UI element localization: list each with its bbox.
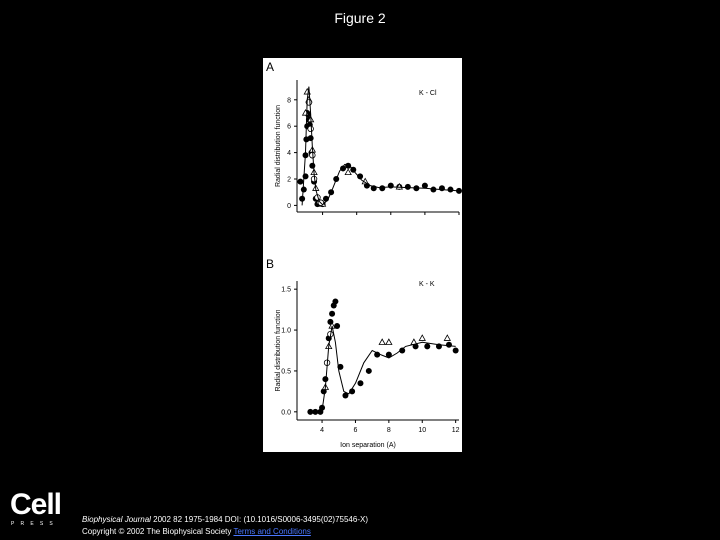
panel-annotation: K - Cl	[419, 90, 437, 97]
citation-details: 2002 82 1975-1984 DOI: (10.1016/S0006-3495(02)75546-X)	[150, 515, 368, 524]
y-tick-label: 8	[287, 97, 291, 105]
data-point-filled	[379, 185, 385, 191]
terms-and-conditions-link[interactable]: Terms and Conditions	[233, 527, 311, 536]
y-tick-label: 4	[287, 150, 291, 158]
logo-word: Cell	[10, 488, 62, 521]
data-point-filled	[332, 298, 338, 304]
data-point-filled	[357, 380, 363, 386]
data-point-open	[308, 126, 314, 132]
chart-panel-a	[266, 60, 462, 215]
y-tick-label: 0	[287, 202, 291, 210]
simulation-curve	[314, 326, 456, 412]
data-point-filled	[366, 368, 372, 374]
logo-subtext: PRESS	[11, 521, 59, 527]
y-tick-label: 0.5	[281, 368, 291, 376]
data-point-filled	[329, 311, 335, 317]
data-point-triangle	[345, 169, 351, 174]
data-point-filled	[308, 135, 314, 141]
data-point-filled	[453, 348, 459, 354]
y-tick-label: 0.0	[281, 409, 291, 417]
data-point-triangle	[386, 339, 392, 344]
data-point-filled	[388, 183, 394, 189]
data-point-triangle	[419, 335, 425, 340]
copyright-text: Copyright © 2002 The Biophysical Society	[82, 527, 234, 536]
journal-name: Biophysical Journal	[82, 515, 151, 524]
x-tick-label: 4	[320, 427, 325, 434]
figure-panel	[263, 58, 462, 452]
data-point-triangle	[379, 339, 385, 344]
data-point-filled	[309, 163, 315, 169]
data-point-triangle	[444, 335, 450, 340]
y-tick-label: 6	[287, 123, 291, 131]
data-point-filled	[446, 342, 452, 348]
y-tick-label: 2	[287, 176, 291, 184]
panel-annotation: K - K	[419, 281, 435, 288]
figure-svg	[263, 58, 462, 452]
data-point-filled	[439, 185, 445, 191]
panel-label: A	[266, 60, 275, 74]
figure-title: Figure 2	[334, 10, 386, 26]
y-tick-label: 1.5	[281, 286, 291, 294]
x-tick-label: 10	[418, 427, 427, 434]
data-point-filled	[301, 187, 307, 193]
y-axis-label: Radial distribution function	[275, 309, 282, 392]
y-tick-label: 1.0	[281, 327, 291, 335]
copyright-line	[82, 527, 311, 537]
x-tick-label: 12	[451, 427, 460, 434]
data-point-filled	[297, 179, 303, 185]
x-tick-label: 6	[353, 427, 358, 434]
panel-label: B	[266, 257, 275, 271]
data-point-filled	[424, 343, 430, 349]
x-axis-label: Ion separation (A)	[340, 442, 396, 449]
chart-panel-b	[266, 257, 460, 449]
x-tick-label: 8	[386, 427, 391, 434]
cell-press-logo	[10, 490, 74, 530]
data-point-filled	[447, 187, 453, 193]
y-axis-label: Radial distribution function	[275, 104, 282, 188]
citation	[82, 515, 368, 525]
data-point-filled	[405, 184, 411, 190]
